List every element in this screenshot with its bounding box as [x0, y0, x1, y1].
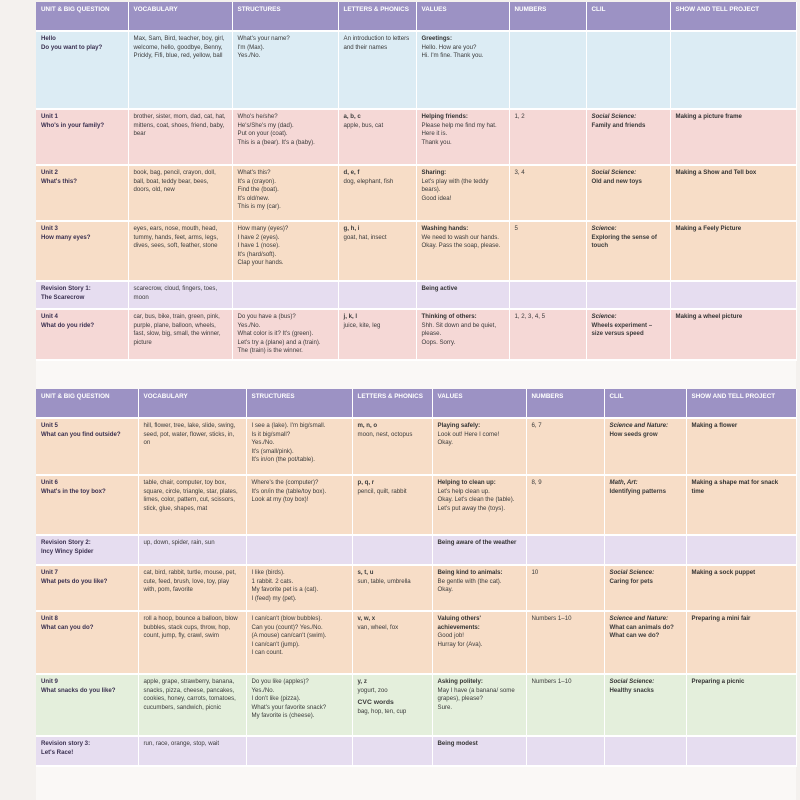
clil-subject: Science: — [591, 313, 617, 320]
unit-cell — [36, 31, 128, 109]
show-and-tell-cell: Making a shape mat for snack time — [686, 475, 796, 535]
values-line: Okay. Let's clean the (table). — [437, 496, 515, 504]
phonics-words: sun, table, umbrella — [357, 577, 411, 585]
phonics-letters: s, t, u — [357, 569, 374, 576]
phonics-cell — [352, 611, 432, 674]
values-line: Hello. How are you? — [421, 43, 477, 51]
values-line: Good idea! — [421, 194, 452, 202]
show-and-tell-cell: Making a sock puppet — [686, 565, 796, 611]
phonics-cell — [352, 565, 432, 611]
values-line: Be gentle with (the cat). — [437, 577, 502, 585]
column-header: SHOW AND TELL PROJECT — [686, 389, 796, 418]
structure-line: This is my (car). — [237, 203, 281, 211]
clil-topic: Exploring the sense of touch — [591, 233, 657, 250]
values-title: Being active — [421, 285, 458, 292]
values-line: Look out! Here I come! — [437, 430, 500, 438]
phonics-letters: m, n, o — [357, 422, 378, 429]
values-line: We need to wash our hands. — [421, 233, 499, 241]
column-header: STRUCTURES — [246, 389, 352, 418]
unit-cell — [36, 674, 138, 736]
structure-line: My favorite pet is a (cat). — [251, 586, 319, 594]
clil-subject: Social Science: — [591, 113, 637, 120]
vocabulary-cell: apple, grape, strawberry, banana, snacks, pizza, cheese, pancakes, cookies, honey, carrots, tomatoes, cucumbers, sandwich, picnic — [138, 674, 246, 736]
column-header: NUMBERS — [509, 2, 586, 31]
structure-line: Do you like (apples)? — [251, 678, 309, 685]
unit-cell — [36, 611, 138, 674]
structure-line: Yes./No. — [237, 52, 261, 60]
structures-cell — [232, 109, 338, 165]
phonics-words: apple, bus, cat — [343, 121, 384, 129]
clil-cell — [604, 736, 686, 766]
table-row — [36, 165, 796, 221]
values-title: Being aware of the weather — [437, 539, 517, 546]
column-header: CLIL — [604, 389, 686, 418]
table-row — [36, 31, 796, 109]
values-title: Being kind to animals: — [437, 569, 503, 576]
phonics-cell — [352, 674, 432, 736]
clil-subject: Social Science: — [609, 678, 655, 685]
structure-line: I can/can't (blow bubbles). — [251, 615, 323, 622]
numbers-cell: Numbers 1–10 — [526, 674, 604, 736]
structures-cell — [232, 31, 338, 109]
clil-topic: Old and new toys — [591, 177, 642, 185]
structure-line: He's/She's my (dad). — [237, 121, 294, 129]
structures-cell — [232, 281, 338, 309]
structure-line: My favorite is (cheese). — [251, 712, 315, 720]
phonics-letters: CVC words — [357, 699, 394, 707]
unit-title: Unit 9 What snacks do you like? — [41, 678, 116, 694]
structure-line: It's (small/pink). — [251, 447, 294, 455]
clil-subject: Science and Nature: — [609, 615, 669, 622]
clil-topic: Family and friends — [591, 121, 646, 129]
scope-sequence-table — [36, 2, 797, 361]
clil-cell — [586, 281, 670, 309]
values-line: May I have (a banana/ some grapes), please? — [437, 686, 515, 703]
values-line: Please help me find my hat. Here it is. — [421, 121, 497, 138]
phonics-words: dog, elephant, fish — [343, 177, 394, 185]
vocabulary-cell: table, chair, computer, toy box, square, circle, triangle, star, plates, limes, color, pattern, cut, scissors, stick, glue, shapes, mat — [138, 475, 246, 535]
unit-title: Unit 3 How many eyes? — [41, 225, 91, 241]
clil-cell — [586, 31, 670, 109]
unit-cell — [36, 535, 138, 565]
vocabulary-cell: run, race, orange, stop, wait — [138, 736, 246, 766]
values-title: Sharing: — [421, 169, 447, 176]
clil-cell — [586, 109, 670, 165]
clil-subject: Social Science: — [609, 569, 655, 576]
header-row — [36, 2, 796, 31]
table-row — [36, 736, 796, 766]
phonics-cell — [352, 418, 432, 475]
phonics-words: bag, hop, ten, cup — [357, 707, 407, 715]
phonics-cell — [338, 109, 416, 165]
structure-line: I have 1 (nose). — [237, 242, 280, 250]
table-row — [36, 535, 796, 565]
structures-cell — [232, 165, 338, 221]
values-cell — [432, 611, 526, 674]
column-header: LETTERS & PHONICS — [352, 389, 432, 418]
values-cell — [432, 475, 526, 535]
numbers-cell — [509, 281, 586, 309]
values-line: Okay. — [437, 586, 453, 594]
phonics-words: goat, hat, insect — [343, 233, 387, 241]
values-line: Sure. — [437, 703, 453, 711]
clil-topic: Identifying patterns — [609, 487, 667, 495]
values-line: Good job! — [437, 632, 464, 640]
scope-sequence-table — [36, 389, 797, 767]
values-title: Valuing others' achievements: — [437, 615, 481, 631]
values-cell — [416, 221, 509, 281]
unit-title: Hello Do you want to play? — [41, 35, 103, 51]
vocabulary-cell: cat, bird, rabbit, turtle, mouse, pet, cute, feed, brush, love, toy, play with, pom, favorite — [138, 565, 246, 611]
unit-cell — [36, 418, 138, 475]
vocabulary-cell: roll a hoop, bounce a balloon, blow bubbles, stack cups, throw, hop, count, jump, fly, crawl, swim — [138, 611, 246, 674]
values-cell — [432, 535, 526, 565]
phonics-letters: v, w, x — [357, 615, 376, 622]
structure-line: It's on/in the (table/toy box). — [251, 487, 327, 495]
values-line: Let's play with (the teddy bears). — [421, 177, 489, 194]
structure-line: Let's try a (plane) and a (train). — [237, 338, 321, 346]
structure-line: It's old/new. — [237, 194, 270, 202]
numbers-cell — [526, 535, 604, 565]
structure-line: Find the (boat). — [237, 186, 279, 194]
clil-cell — [604, 535, 686, 565]
phonics-letters: y, z — [357, 678, 367, 685]
values-line: Let's help clean up. — [437, 487, 490, 495]
numbers-cell — [526, 736, 604, 766]
phonics-words: pencil, quilt, rabbit — [357, 487, 407, 495]
clil-cell — [604, 674, 686, 736]
values-title: Helping to clean up: — [437, 479, 496, 486]
structure-line: Do you have a (bus)? — [237, 313, 296, 320]
column-header: VALUES — [416, 2, 509, 31]
table-row — [36, 674, 796, 736]
show-and-tell-cell — [670, 31, 796, 109]
numbers-cell: 5 — [509, 221, 586, 281]
values-line: Hi. I'm fine. Thank you. — [421, 52, 484, 60]
values-line: Thank you. — [421, 138, 452, 146]
structure-line: Put on your (coat). — [237, 130, 288, 138]
phonics-letters: p, q, r — [357, 479, 375, 486]
clil-topic: Wheels experiment – size versus speed — [591, 321, 653, 338]
values-cell — [416, 109, 509, 165]
table-row — [36, 281, 796, 309]
values-title: Helping friends: — [421, 113, 468, 120]
header-row — [36, 389, 796, 418]
structure-line: How many (eyes)? — [237, 225, 289, 232]
values-line: Let's put away the (toys). — [437, 504, 506, 512]
vocabulary-cell: eyes, ears, nose, mouth, head, tummy, hands, feet, arms, legs, dives, sees, soft, feather, stone — [128, 221, 232, 281]
table-row — [36, 565, 796, 611]
structure-line: Clap your hands. — [237, 259, 284, 267]
phonics-cell — [338, 165, 416, 221]
values-cell — [432, 674, 526, 736]
structure-line: I have 2 (eyes). — [237, 233, 280, 241]
unit-title: Unit 2 What's this? — [41, 169, 77, 185]
show-and-tell-cell: Making a Feely Picture — [670, 221, 796, 281]
unit-title: Unit 6 What's in the toy box? — [41, 479, 106, 495]
clil-cell — [604, 611, 686, 674]
vocabulary-cell: car, bus, bike, train, green, pink, purple, plane, balloon, wheels, fast, slow, big, small, the winner, picture — [128, 309, 232, 360]
column-header: LETTERS & PHONICS — [338, 2, 416, 31]
structure-line: I see a (lake). I'm big/small. — [251, 422, 326, 429]
show-and-tell-cell: Making a wheel picture — [670, 309, 796, 360]
unit-title: Unit 5 What can you find outside? — [41, 422, 121, 438]
unit-title: Revision story 3: Let's Race! — [41, 740, 91, 756]
phonics-cell — [352, 736, 432, 766]
column-header: STRUCTURES — [232, 2, 338, 31]
phonics-words: van, wheel, fox — [357, 623, 399, 631]
numbers-cell: 1, 2, 3, 4, 5 — [509, 309, 586, 360]
phonics-words: An introduction to letters and their names — [343, 35, 410, 51]
structure-line: Yes./No. — [237, 321, 261, 329]
numbers-cell: 3, 4 — [509, 165, 586, 221]
unit-title: Revision Story 2: Incy Wincy Spider — [41, 539, 94, 555]
values-cell — [432, 565, 526, 611]
numbers-cell: 1, 2 — [509, 109, 586, 165]
numbers-cell — [509, 31, 586, 109]
vocabulary-cell: book, bag, pencil, crayon, doll, ball, boat, teddy bear, bees, doors, old, new — [128, 165, 232, 221]
structure-line: 1 rabbit. 2 cats. — [251, 577, 294, 585]
phonics-words: yogurt, zoo — [357, 686, 388, 694]
structure-line: It's a (crayon). — [237, 177, 276, 185]
values-title: Washing hands: — [421, 225, 469, 232]
values-title: Being modest — [437, 740, 478, 747]
numbers-cell: 10 — [526, 565, 604, 611]
structure-line: I can/can't (jump). — [251, 640, 300, 648]
structures-cell — [246, 418, 352, 475]
table-row — [36, 309, 796, 360]
structures-cell — [232, 221, 338, 281]
phonics-words: moon, nest, octopus — [357, 430, 413, 438]
vocabulary-cell: scarecrow, cloud, fingers, toes, moon — [128, 281, 232, 309]
values-cell — [416, 31, 509, 109]
phonics-words: juice, kite, leg — [343, 321, 381, 329]
unit-cell — [36, 565, 138, 611]
phonics-letters: j, k, l — [343, 313, 358, 320]
table-row — [36, 109, 796, 165]
structure-line: Is it big/small? — [251, 430, 291, 438]
clil-topic: What can animals do? What can we do? — [609, 623, 674, 640]
show-and-tell-cell — [686, 736, 796, 766]
show-and-tell-cell: Making a Show and Tell box — [670, 165, 796, 221]
clil-topic: Caring for pets — [609, 577, 653, 585]
values-line: Okay. — [437, 439, 453, 447]
structure-line: (A mouse) can/can't (swim). — [251, 632, 327, 640]
structure-line: What's this? — [237, 169, 271, 176]
structures-cell — [246, 565, 352, 611]
show-and-tell-cell: Making a flower — [686, 418, 796, 475]
structures-cell — [246, 535, 352, 565]
unit-title: Unit 1 Who's in your family? — [41, 113, 105, 129]
unit-cell — [36, 736, 138, 766]
column-header: CLIL — [586, 2, 670, 31]
structure-line: I don't like (pizza). — [251, 695, 301, 703]
structure-line: What's your favorite snack? — [251, 703, 327, 711]
phonics-letters: a, b, c — [343, 113, 361, 120]
values-title: Asking politely: — [437, 678, 483, 685]
clil-subject: Math, Art: — [609, 479, 638, 486]
structure-line: Where's the (computer)? — [251, 479, 319, 486]
syllabus-table-1 — [36, 2, 796, 361]
table-row — [36, 475, 796, 535]
show-and-tell-cell: Making a picture frame — [670, 109, 796, 165]
numbers-cell: Numbers 1–10 — [526, 611, 604, 674]
syllabus-page — [36, 2, 796, 800]
structure-line: I can count. — [251, 649, 284, 657]
unit-cell — [36, 221, 128, 281]
phonics-cell — [338, 221, 416, 281]
clil-cell — [586, 165, 670, 221]
values-cell — [432, 736, 526, 766]
clil-cell — [604, 475, 686, 535]
table-row — [36, 418, 796, 475]
vocabulary-cell: up, down, spider, rain, sun — [138, 535, 246, 565]
column-header: NUMBERS — [526, 389, 604, 418]
table-row — [36, 611, 796, 674]
column-header: VOCABULARY — [128, 2, 232, 31]
structure-line: What's your name? — [237, 35, 290, 42]
structure-line: Who's he/she? — [237, 113, 278, 120]
unit-title: Revision Story 1: The Scarecrow — [41, 285, 91, 301]
structures-cell — [246, 475, 352, 535]
structure-line: Can you (count)? Yes./No. — [251, 623, 323, 631]
values-line: Hurray for (Ava). — [437, 640, 483, 648]
clil-topic: How seeds grow — [609, 430, 658, 438]
show-and-tell-cell — [670, 281, 796, 309]
structures-cell — [246, 674, 352, 736]
phonics-cell — [352, 535, 432, 565]
table-row — [36, 221, 796, 281]
show-and-tell-cell — [686, 535, 796, 565]
clil-cell — [604, 418, 686, 475]
structure-line: Look at my (toy box)! — [251, 496, 309, 504]
structure-line: This is a (bear). It's a (baby). — [237, 138, 315, 146]
structure-line: I'm (Max). — [237, 43, 265, 51]
values-title: Greetings: — [421, 35, 452, 42]
structure-line: It's in/on (the pot/table). — [251, 456, 315, 464]
unit-cell — [36, 109, 128, 165]
unit-title: Unit 7 What pets do you like? — [41, 569, 108, 585]
clil-subject: Science: — [591, 225, 617, 232]
values-line: Shh. Sit down and be quiet, please. — [421, 321, 497, 338]
phonics-cell — [338, 309, 416, 360]
clil-subject: Social Science: — [591, 169, 637, 176]
clil-cell — [586, 309, 670, 360]
structures-cell — [246, 611, 352, 674]
structure-line: It's (hard/soft). — [237, 250, 277, 258]
structure-line: Yes./No. — [251, 439, 275, 447]
vocabulary-cell: brother, sister, mom, dad, cat, hat, mittens, coat, shoes, friend, baby, bear — [128, 109, 232, 165]
phonics-cell — [338, 31, 416, 109]
column-header: UNIT & BIG QUESTION — [36, 2, 128, 31]
unit-title: Unit 8 What can you do? — [41, 615, 94, 631]
structure-line: I like (birds). — [251, 569, 285, 576]
show-and-tell-cell: Preparing a picnic — [686, 674, 796, 736]
numbers-cell: 6, 7 — [526, 418, 604, 475]
unit-cell — [36, 281, 128, 309]
structure-line: I (feed) my (pet). — [251, 594, 297, 602]
values-title: Thinking of others: — [421, 313, 477, 320]
unit-cell — [36, 309, 128, 360]
clil-cell — [604, 565, 686, 611]
phonics-cell — [338, 281, 416, 309]
unit-cell — [36, 165, 128, 221]
column-header: VOCABULARY — [138, 389, 246, 418]
vocabulary-cell: Max, Sam, Bird, teacher, boy, girl, welcome, hello, goodbye, Benny, Prickly, Fifi, blue, red, yellow, ball — [128, 31, 232, 109]
structures-cell — [232, 309, 338, 360]
structure-line: Yes./No. — [251, 686, 275, 694]
clil-topic: Healthy snacks — [609, 686, 654, 694]
values-cell — [416, 165, 509, 221]
values-line: Oops. Sorry. — [421, 338, 456, 346]
vocabulary-cell: hill, flower, tree, lake, slide, swing, seed, pot, water, flower, sticks, in, on — [138, 418, 246, 475]
phonics-cell — [352, 475, 432, 535]
column-header: UNIT & BIG QUESTION — [36, 389, 138, 418]
values-cell — [416, 309, 509, 360]
numbers-cell: 8, 9 — [526, 475, 604, 535]
phonics-letters: g, h, i — [343, 225, 360, 232]
structures-cell — [246, 736, 352, 766]
column-header: VALUES — [432, 389, 526, 418]
show-and-tell-cell: Preparing a mini fair — [686, 611, 796, 674]
structure-line: What color is it? It's (green). — [237, 330, 314, 338]
values-title: Playing safely: — [437, 422, 481, 429]
unit-cell — [36, 475, 138, 535]
unit-title: Unit 4 What do you ride? — [41, 313, 95, 329]
values-cell — [432, 418, 526, 475]
clil-subject: Science and Nature: — [609, 422, 669, 429]
syllabus-table-2 — [36, 389, 796, 767]
values-cell — [416, 281, 509, 309]
phonics-letters: d, e, f — [343, 169, 360, 176]
values-line: Okay. Pass the soap, please. — [421, 242, 501, 250]
clil-cell — [586, 221, 670, 281]
structure-line: The (train) is the winner. — [237, 347, 303, 355]
column-header: SHOW AND TELL PROJECT — [670, 2, 796, 31]
